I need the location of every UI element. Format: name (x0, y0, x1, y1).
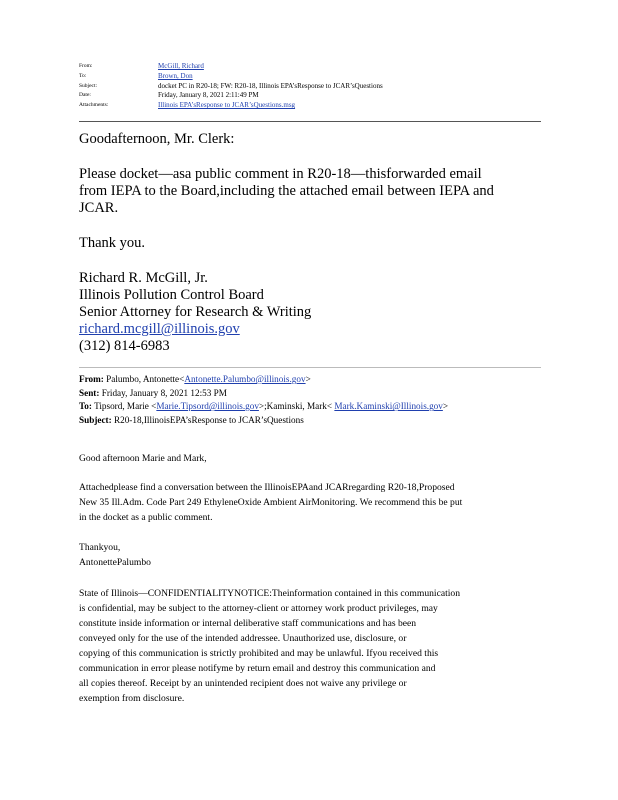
forward-divider (79, 367, 541, 368)
signature-org: Illinois Pollution Control Board (79, 287, 264, 303)
notice-line: copying of this communication is strictly prohibited and may be unlawful. Ifyou received this (79, 648, 439, 659)
forwarded-para-line: Attachedplease find a conversation between the IllinoisEPAand JCARregarding R20-18,Proposed (79, 482, 455, 493)
email-header (79, 62, 541, 111)
forwarded-closing-name: AntonettePalumbo (79, 557, 151, 568)
forwarded-paragraph (79, 480, 539, 525)
notice-line: constitute inside information or internal deliberative staff communications and has been (79, 618, 417, 629)
notice-line: conveyed only for the use of the intended addressee. Unauthorized use, disclosure, or (79, 633, 407, 644)
forwarded-from-name: Palumbo, Antonette< (106, 374, 185, 384)
attachment-link[interactable]: Illinois EPA’sResponse to JCAR’sQuestions.msg (158, 101, 296, 110)
notice-line: exemption from disclosure. (79, 693, 185, 704)
header-date-row (79, 91, 541, 101)
notice-line: is confidential, may be subject to the attorney-client or attorney work product privileges, may (79, 603, 438, 614)
header-to-row (79, 72, 541, 82)
forwarded-to-email2-link[interactable]: Mark.Kaminski@Illinois.gov (334, 401, 443, 412)
forwarded-greeting: Good afternoon Marie and Mark, (79, 453, 207, 464)
forwarded-subject-value: R20-18,IllinoisEPA’sResponse to JCAR’sQuestions (113, 414, 304, 425)
header-date-value: Friday, January 8, 2021 2:11:49 PM (158, 91, 259, 100)
request-line: JCAR. (79, 200, 119, 216)
forwarded-sent-value: Friday, January 8, 2021 12:53 PM (101, 387, 227, 398)
request-line: Please docket—asa public comment in R20-18—thisforwarded email (79, 166, 482, 182)
forwarded-to-email1-link[interactable]: Marie.Tipsord@illinois.gov (156, 401, 259, 412)
header-divider (79, 121, 541, 122)
thanks: Thank you. (79, 235, 146, 251)
notice-line: all copies thereof. Receipt by an unintended recipient does not waive any privilege or (79, 678, 407, 689)
forwarded-to-mid: >;Kaminski, Mark< (258, 401, 335, 412)
signature-block (79, 270, 549, 355)
signature-title: Senior Attorney for Research & Writing (79, 304, 312, 320)
forwarded-from-email-link[interactable]: Antonette.Palumbo@illinois.gov (184, 374, 306, 384)
header-subject-value: docket PC in R20-18; FW: R20-18, Illinois EPA’sResponse to JCAR’sQuestions (158, 81, 383, 90)
forwarded-from-label: From: (79, 374, 104, 384)
signature-email-link[interactable]: richard.mcgill@illinois.gov (79, 321, 240, 337)
forwarded-subject-label: Subject: (79, 414, 112, 425)
header-date-label: Date: (79, 92, 91, 99)
header-from-link[interactable]: McGill, Richard (158, 62, 204, 70)
header-attachments-label: Attachments: (79, 102, 109, 109)
forwarded-to-label: To: (79, 401, 92, 412)
header-to-label: To: (79, 72, 87, 79)
forwarded-header (79, 373, 549, 427)
request-paragraph (79, 166, 549, 217)
forwarded-to-row (79, 400, 549, 414)
forwarded-closing (79, 540, 539, 570)
forwarded-to-name1: Tipsord, Marie < (94, 401, 157, 412)
notice-line: communication in error please notifyme by return email and destroy this communication and (79, 663, 436, 674)
forwarded-para-line: in the docket as a public comment. (79, 512, 213, 523)
forwarded-sent-row (79, 387, 549, 401)
forwarded-subject-row (79, 414, 549, 428)
confidentiality-notice (79, 586, 539, 706)
header-subject-label: Subject: (79, 82, 98, 89)
greeting: Goodafternoon, Mr. Clerk: (79, 131, 235, 147)
header-subject-row (79, 82, 541, 92)
forwarded-closing-text: Thankyou, (79, 542, 121, 553)
header-from-label: From: (79, 63, 93, 69)
forwarded-sent-label: Sent: (79, 387, 100, 398)
header-from-row (79, 62, 541, 72)
forwarded-para-line: New 35 Ill.Adm. Code Part 249 EthyleneOxide Ambient AirMonitoring. We recommend this be put (79, 497, 463, 508)
header-to-link[interactable]: Brown, Don (158, 71, 193, 80)
signature-name: Richard R. McGill, Jr. (79, 270, 208, 286)
signature-phone: (312) 814-6983 (79, 338, 170, 354)
forwarded-to-end: > (442, 401, 449, 412)
forwarded-from-end: > (305, 374, 311, 384)
forwarded-from-row (79, 373, 549, 387)
notice-line: State of Illinois—CONFIDENTIALITYNOTICE:Theinformation contained in this communication (79, 588, 461, 599)
request-line: from IEPA to the Board,including the attached email between IEPA and (79, 183, 494, 199)
header-attachments-row (79, 101, 541, 111)
